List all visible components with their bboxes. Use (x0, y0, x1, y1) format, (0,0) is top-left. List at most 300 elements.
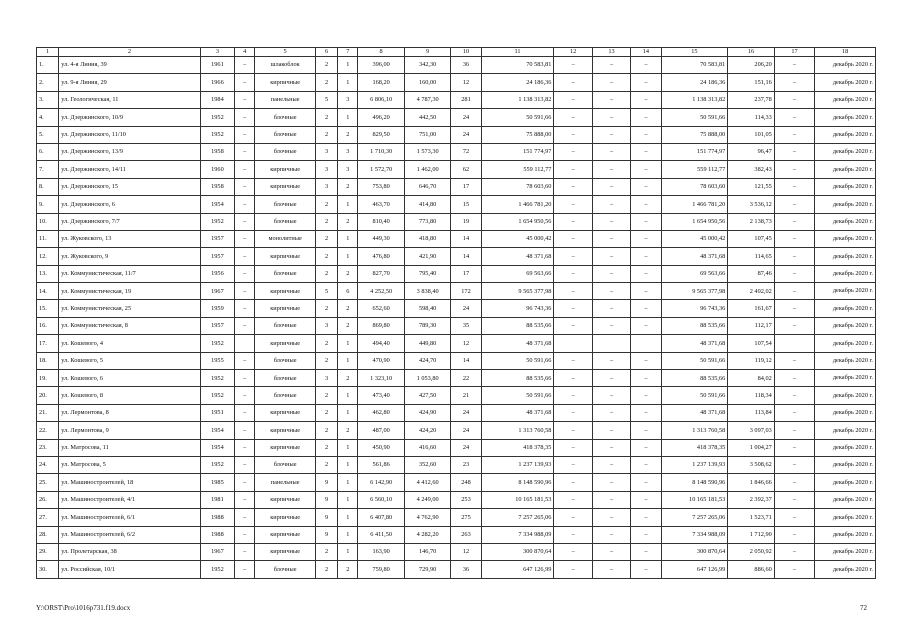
table-cell-col-15: 96 743,36 (661, 300, 728, 317)
table-cell-col-17: – (774, 491, 814, 508)
table-cell-col-1: 3. (37, 91, 59, 108)
table-cell-col-12: – (554, 283, 592, 300)
table-cell-col-4: – (235, 491, 255, 508)
table-cell-col-11: 559 112,77 (481, 161, 554, 178)
table-cell-col-2: ул. 4-я Линия, 39 (59, 57, 201, 74)
column-header-2: 2 (59, 48, 201, 57)
table-cell-col-4: – (235, 161, 255, 178)
table-cell-col-9: 352,60 (404, 456, 450, 473)
table-cell-col-5: монолитные (255, 230, 316, 247)
table-cell-col-17: – (774, 561, 814, 578)
table-cell-col-7: 1 (338, 352, 358, 369)
table-cell-col-2: ул. Коммунистическая, 25 (59, 300, 201, 317)
table-cell-col-11: 8 148 590,96 (481, 474, 554, 491)
table-cell-col-4: – (235, 196, 255, 213)
table-cell-col-10: 263 (451, 526, 481, 543)
column-header-7: 7 (338, 48, 358, 57)
table-cell-col-10: 14 (451, 248, 481, 265)
table-cell-col-9: 424,20 (404, 422, 450, 439)
table-cell-col-3: 1988 (200, 526, 234, 543)
table-cell-col-1: 7. (37, 161, 59, 178)
table-cell-col-10: 24 (451, 109, 481, 126)
table-cell-col-5: кирпичные (255, 404, 316, 421)
table-cell-col-14: – (631, 474, 661, 491)
table-cell-col-2: ул. Кошевого, 4 (59, 335, 201, 352)
table-cell-col-8: 494,40 (358, 335, 404, 352)
table-cell-col-8: 462,80 (358, 404, 404, 421)
table-cell-col-8: 829,50 (358, 126, 404, 143)
table-cell-col-1: 13. (37, 265, 59, 282)
table-cell-col-5: панельные (255, 474, 316, 491)
table-cell-col-5: блочные (255, 143, 316, 160)
table-cell-col-16: 112,17 (728, 317, 774, 334)
table-cell-col-4: – (235, 91, 255, 108)
table-cell-col-7: 1 (338, 456, 358, 473)
table-cell-col-1: 4. (37, 109, 59, 126)
table-cell-col-18: декабрь 2020 г. (815, 370, 876, 387)
table-cell-col-17: – (774, 526, 814, 543)
table-cell-col-2: ул. Дзержинского, 15 (59, 178, 201, 195)
table-cell-col-17: – (774, 109, 814, 126)
table-cell-col-11: 70 583,81 (481, 57, 554, 74)
table-cell-col-15: 48 371,68 (661, 404, 728, 421)
table-cell-col-6: 2 (315, 300, 337, 317)
table-cell-col-16: 382,43 (728, 161, 774, 178)
table-cell-col-6: 2 (315, 404, 337, 421)
table-cell-col-4: – (235, 474, 255, 491)
table-cell-col-1: 29. (37, 543, 59, 560)
table-cell-col-2: ул. Коммунистическая, 11/7 (59, 265, 201, 282)
table-cell-col-11: 1 138 313,82 (481, 91, 554, 108)
table-cell-col-12: – (554, 300, 592, 317)
table-cell-col-18: декабрь 2020 г. (815, 196, 876, 213)
table-cell-col-3: 1981 (200, 491, 234, 508)
table-cell-col-16: 107,54 (728, 335, 774, 352)
table-cell-col-6: 3 (315, 178, 337, 195)
table-cell-col-2: ул. Матросова, 5 (59, 456, 201, 473)
table-cell-col-9: 598,40 (404, 300, 450, 317)
table-cell-col-14: – (631, 300, 661, 317)
table-cell-col-15: 88 535,66 (661, 317, 728, 334)
table-cell-col-12: – (554, 526, 592, 543)
table-cell-col-15: 647 126,99 (661, 561, 728, 578)
table-cell-col-4: – (235, 352, 255, 369)
table-cell-col-12: – (554, 422, 592, 439)
table-cell-col-18: декабрь 2020 г. (815, 474, 876, 491)
table-cell-col-12: – (554, 474, 592, 491)
table-body (37, 57, 876, 579)
table-cell-col-3: 1967 (200, 283, 234, 300)
table-cell-col-4: – (235, 178, 255, 195)
table-cell-col-11: 24 186,36 (481, 74, 554, 91)
table-cell-col-10: 14 (451, 230, 481, 247)
table-cell-col-3: 1952 (200, 387, 234, 404)
table-cell-col-16: 206,20 (728, 57, 774, 74)
table-cell-col-5: кирпичные (255, 335, 316, 352)
table-cell-col-4: – (235, 143, 255, 160)
table-cell-col-15: 151 774,97 (661, 143, 728, 160)
table-cell-col-7: 2 (338, 300, 358, 317)
table-cell-col-1: 24. (37, 456, 59, 473)
table-cell-col-4: – (235, 387, 255, 404)
table-cell-col-5: кирпичные (255, 422, 316, 439)
table-row (37, 526, 876, 543)
table-cell-col-1: 2. (37, 74, 59, 91)
table-cell-col-13: – (592, 422, 630, 439)
table-cell-col-12 (554, 335, 592, 352)
table-cell-col-10: 12 (451, 543, 481, 560)
table-row (37, 404, 876, 421)
table-cell-col-17: – (774, 213, 814, 230)
table-cell-col-9: 146,70 (404, 543, 450, 560)
table-cell-col-12: – (554, 265, 592, 282)
table-cell-col-2: ул. Машиностроителей, 6/2 (59, 526, 201, 543)
table-cell-col-13: – (592, 404, 630, 421)
table-cell-col-11: 50 591,66 (481, 352, 554, 369)
table-cell-col-17: – (774, 543, 814, 560)
table-row (37, 335, 876, 352)
table-cell-col-1: 23. (37, 439, 59, 456)
table-cell-col-4: – (235, 109, 255, 126)
table-cell-col-3: 1957 (200, 317, 234, 334)
table-cell-col-14: – (631, 74, 661, 91)
table-cell-col-1: 5. (37, 126, 59, 143)
table-cell-col-10: 12 (451, 74, 481, 91)
table-cell-col-12: – (554, 74, 592, 91)
column-header-11: 11 (481, 48, 554, 57)
table-row (37, 387, 876, 404)
table-cell-col-6: 9 (315, 509, 337, 526)
table-cell-col-7: 1 (338, 439, 358, 456)
table-cell-col-12: – (554, 109, 592, 126)
table-cell-col-18: декабрь 2020 г. (815, 213, 876, 230)
table-cell-col-7: 1 (338, 248, 358, 265)
table-cell-col-8: 753,80 (358, 178, 404, 195)
table-cell-col-15: 50 591,66 (661, 109, 728, 126)
table-cell-col-1: 26. (37, 491, 59, 508)
table-cell-col-6: 2 (315, 248, 337, 265)
table-cell-col-7: 2 (338, 422, 358, 439)
table-cell-col-5: блочные (255, 352, 316, 369)
table-cell-col-2: ул. Коммунистическая, 19 (59, 283, 201, 300)
table-cell-col-14: – (631, 352, 661, 369)
table-cell-col-11: 50 591,66 (481, 109, 554, 126)
column-header-15: 15 (661, 48, 728, 57)
table-cell-col-13: – (592, 161, 630, 178)
table-cell-col-16: 114,65 (728, 248, 774, 265)
table-cell-col-15: 1 138 313,82 (661, 91, 728, 108)
table-cell-col-9: 414,80 (404, 196, 450, 213)
table-cell-col-9: 751,00 (404, 126, 450, 143)
table-cell-col-5: кирпичные (255, 178, 316, 195)
table-cell-col-6: 2 (315, 74, 337, 91)
table-row (37, 143, 876, 160)
table-cell-col-2: ул. Кошевого, 6 (59, 370, 201, 387)
table-cell-col-8: 1 710,30 (358, 143, 404, 160)
table-cell-col-5: кирпичные (255, 74, 316, 91)
table-cell-col-18: декабрь 2020 г. (815, 561, 876, 578)
table-cell-col-4: – (235, 283, 255, 300)
table-row (37, 178, 876, 195)
table-cell-col-9: 4 787,30 (404, 91, 450, 108)
table-cell-col-10: 72 (451, 143, 481, 160)
table-cell-col-15: 1 313 760,58 (661, 422, 728, 439)
table-cell-col-9: 416,60 (404, 439, 450, 456)
table-cell-col-7: 2 (338, 126, 358, 143)
column-header-12: 12 (554, 48, 592, 57)
table-cell-col-10: 24 (451, 422, 481, 439)
table-cell-col-17: – (774, 161, 814, 178)
table-cell-col-16: 2 050,92 (728, 543, 774, 560)
table-row (37, 300, 876, 317)
table-cell-col-15: 75 888,00 (661, 126, 728, 143)
table-cell-col-3: 1967 (200, 543, 234, 560)
table-cell-col-10: 24 (451, 300, 481, 317)
table-cell-col-9: 1 573,30 (404, 143, 450, 160)
table-cell-col-15: 1 654 950,56 (661, 213, 728, 230)
table-cell-col-8: 6 142,90 (358, 474, 404, 491)
table-cell-col-17: – (774, 196, 814, 213)
column-header-3: 3 (200, 48, 234, 57)
table-cell-col-12: – (554, 509, 592, 526)
table-cell-col-12: – (554, 352, 592, 369)
table-cell-col-5: блочные (255, 561, 316, 578)
table-cell-col-10: 35 (451, 317, 481, 334)
table-cell-col-11: 300 870,64 (481, 543, 554, 560)
table-cell-col-8: 396,00 (358, 57, 404, 74)
table-cell-col-9: 421,90 (404, 248, 450, 265)
table-cell-col-15: 1 237 139,93 (661, 456, 728, 473)
table-cell-col-8: 476,80 (358, 248, 404, 265)
table-cell-col-7: 1 (338, 474, 358, 491)
table-cell-col-8: 6 560,10 (358, 491, 404, 508)
table-cell-col-14: – (631, 248, 661, 265)
table-cell-col-14: – (631, 509, 661, 526)
table-cell-col-17: – (774, 283, 814, 300)
table-row (37, 74, 876, 91)
table-cell-col-7: 2 (338, 317, 358, 334)
table-row (37, 196, 876, 213)
table-cell-col-6: 2 (315, 213, 337, 230)
table-cell-col-6: 2 (315, 439, 337, 456)
table-cell-col-14: – (631, 543, 661, 560)
table-cell-col-12: – (554, 161, 592, 178)
table-cell-col-7: 1 (338, 74, 358, 91)
table-cell-col-14: – (631, 491, 661, 508)
table-cell-col-9: 4 249,00 (404, 491, 450, 508)
table-cell-col-18: декабрь 2020 г. (815, 161, 876, 178)
table-cell-col-15: 78 603,60 (661, 178, 728, 195)
table-cell-col-5: блочные (255, 196, 316, 213)
table-cell-col-9: 1 053,80 (404, 370, 450, 387)
table-cell-col-6: 2 (315, 387, 337, 404)
table-cell-col-8: 163,90 (358, 543, 404, 560)
table-cell-col-18: декабрь 2020 г. (815, 230, 876, 247)
table-cell-col-16: 3 536,12 (728, 196, 774, 213)
table-cell-col-18: декабрь 2020 г. (815, 109, 876, 126)
table-row (37, 213, 876, 230)
table-cell-col-1: 18. (37, 352, 59, 369)
table-cell-col-16: 96,47 (728, 143, 774, 160)
table-cell-col-15: 8 148 590,96 (661, 474, 728, 491)
table-cell-col-6: 2 (315, 265, 337, 282)
table-cell-col-15: 69 563,66 (661, 265, 728, 282)
table-cell-col-11: 96 743,36 (481, 300, 554, 317)
table-cell-col-7: 6 (338, 283, 358, 300)
table-cell-col-18: декабрь 2020 г. (815, 509, 876, 526)
table-cell-col-2: ул. Машиностроителей, 6/1 (59, 509, 201, 526)
table-row (37, 161, 876, 178)
column-header-13: 13 (592, 48, 630, 57)
table-cell-col-16: 1 712,90 (728, 526, 774, 543)
table-cell-col-3: 1952 (200, 561, 234, 578)
table-cell-col-7: 1 (338, 509, 358, 526)
column-header-6: 6 (315, 48, 337, 57)
table-cell-col-4: – (235, 422, 255, 439)
table-cell-col-14: – (631, 370, 661, 387)
table-cell-col-18: декабрь 2020 г. (815, 439, 876, 456)
table-cell-col-13: – (592, 439, 630, 456)
table-row (37, 265, 876, 282)
table-cell-col-3: 1956 (200, 265, 234, 282)
table-cell-col-6: 2 (315, 561, 337, 578)
table-cell-col-18: декабрь 2020 г. (815, 300, 876, 317)
table-cell-col-13: – (592, 109, 630, 126)
table-row (37, 109, 876, 126)
table-cell-col-4: – (235, 230, 255, 247)
table-cell-col-16: 1 523,71 (728, 509, 774, 526)
table-cell-col-14: – (631, 526, 661, 543)
table-cell-col-11: 151 774,97 (481, 143, 554, 160)
table-cell-col-1: 1. (37, 57, 59, 74)
table-cell-col-17: – (774, 509, 814, 526)
table-cell-col-5: кирпичные (255, 300, 316, 317)
table-cell-col-9: 342,30 (404, 57, 450, 74)
column-header-14: 14 (631, 48, 661, 57)
table-cell-col-12: – (554, 57, 592, 74)
table-cell-col-9: 3 838,40 (404, 283, 450, 300)
table-cell-col-2: ул. Кошевого, 8 (59, 387, 201, 404)
table-cell-col-12: – (554, 126, 592, 143)
table-cell-col-18: декабрь 2020 г. (815, 352, 876, 369)
table-cell-col-13: – (592, 317, 630, 334)
table-cell-col-1: 8. (37, 178, 59, 195)
table-cell-col-12: – (554, 248, 592, 265)
table-cell-col-12: – (554, 196, 592, 213)
table-cell-col-9: 160,00 (404, 74, 450, 91)
table-cell-col-7: 1 (338, 404, 358, 421)
table-cell-col-17: – (774, 248, 814, 265)
table-cell-col-3: 1952 (200, 213, 234, 230)
table-cell-col-10: 24 (451, 404, 481, 421)
table-cell-col-7: 2 (338, 178, 358, 195)
table-cell-col-11: 647 126,99 (481, 561, 554, 578)
table-cell-col-2: ул. Дзержинского, 11/10 (59, 126, 201, 143)
table-cell-col-11: 1 654 950,56 (481, 213, 554, 230)
table-cell-col-8: 4 252,50 (358, 283, 404, 300)
table-cell-col-7: 2 (338, 213, 358, 230)
table-row (37, 126, 876, 143)
table-cell-col-11: 418 378,35 (481, 439, 554, 456)
table-cell-col-3: 1988 (200, 509, 234, 526)
table-cell-col-2: ул. Геологическая, 11 (59, 91, 201, 108)
table-cell-col-12: – (554, 91, 592, 108)
table-cell-col-18: декабрь 2020 г. (815, 283, 876, 300)
table-cell-col-4: – (235, 317, 255, 334)
table-cell-col-14 (631, 335, 661, 352)
table-cell-col-5: кирпичные (255, 526, 316, 543)
table-cell-col-3: 1984 (200, 91, 234, 108)
table-cell-col-7: 1 (338, 387, 358, 404)
table-cell-col-18: декабрь 2020 г. (815, 126, 876, 143)
table-cell-col-5: кирпичные (255, 161, 316, 178)
table-cell-col-5: кирпичные (255, 283, 316, 300)
table-cell-col-16: 119,12 (728, 352, 774, 369)
table-cell-col-6: 5 (315, 91, 337, 108)
table-cell-col-13 (592, 335, 630, 352)
table-cell-col-4: – (235, 456, 255, 473)
table-cell-col-11: 7 334 988,09 (481, 526, 554, 543)
table-cell-col-15: 48 371,68 (661, 335, 728, 352)
table-cell-col-9: 646,70 (404, 178, 450, 195)
table-cell-col-2: ул. Дзержинского, 7/7 (59, 213, 201, 230)
column-header-17: 17 (774, 48, 814, 57)
table-cell-col-17: – (774, 387, 814, 404)
table-cell-col-3: 1960 (200, 161, 234, 178)
table-row (37, 561, 876, 578)
table-cell-col-9: 789,30 (404, 317, 450, 334)
table-cell-col-11: 1 237 139,93 (481, 456, 554, 473)
table-cell-col-13: – (592, 300, 630, 317)
table-cell-col-6: 2 (315, 230, 337, 247)
table-cell-col-11: 10 165 181,53 (481, 491, 554, 508)
table-cell-col-1: 9. (37, 196, 59, 213)
table-cell-col-8: 561,86 (358, 456, 404, 473)
table-cell-col-3: 1951 (200, 404, 234, 421)
table-cell-col-6: 2 (315, 126, 337, 143)
table-cell-col-12: – (554, 387, 592, 404)
table-cell-col-5: кирпичные (255, 509, 316, 526)
table-cell-col-14: – (631, 317, 661, 334)
table-cell-col-18: декабрь 2020 г. (815, 57, 876, 74)
table-cell-col-3: 1952 (200, 335, 234, 352)
table-cell-col-17: – (774, 230, 814, 247)
table-cell-col-1: 10. (37, 213, 59, 230)
table-cell-col-2: ул. Лермонтова, 8 (59, 404, 201, 421)
table-cell-col-4: – (235, 248, 255, 265)
table-cell-col-16: 1 846,66 (728, 474, 774, 491)
table-cell-col-13: – (592, 196, 630, 213)
table-cell-col-4: – (235, 126, 255, 143)
column-header-10: 10 (451, 48, 481, 57)
table-cell-col-14: – (631, 265, 661, 282)
table-cell-col-16: 161,67 (728, 300, 774, 317)
table-cell-col-18: декабрь 2020 г. (815, 526, 876, 543)
table-cell-col-13: – (592, 561, 630, 578)
table-cell-col-10: 23 (451, 456, 481, 473)
table-cell-col-8: 6 806,10 (358, 91, 404, 108)
table-cell-col-5: блочные (255, 126, 316, 143)
table-cell-col-10: 248 (451, 474, 481, 491)
table-cell-col-14: – (631, 178, 661, 195)
table-cell-col-7: 1 (338, 543, 358, 560)
table-cell-col-6: 3 (315, 161, 337, 178)
table-row (37, 57, 876, 74)
table-cell-col-12: – (554, 370, 592, 387)
table-cell-col-16: 113,84 (728, 404, 774, 421)
table-cell-col-10: 24 (451, 126, 481, 143)
table-row (37, 509, 876, 526)
